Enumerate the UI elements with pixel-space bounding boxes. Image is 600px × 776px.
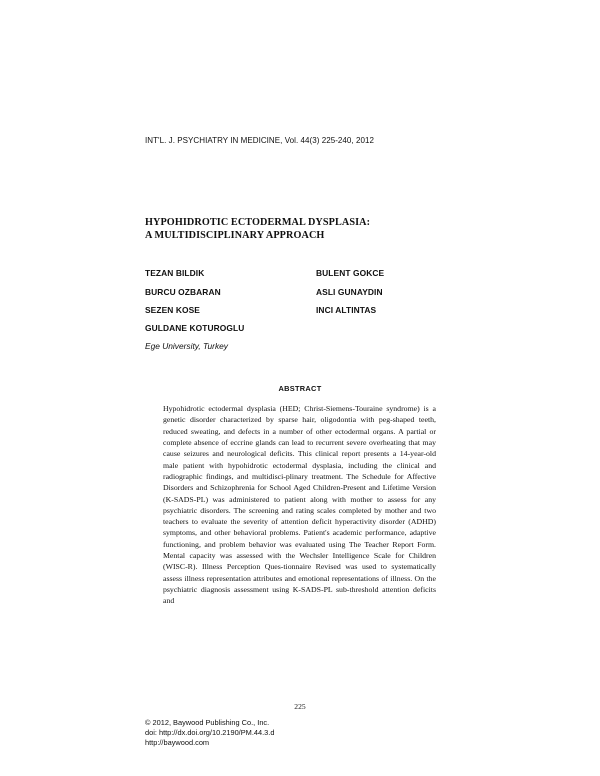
author-name: BURCU OZBARAN bbox=[145, 287, 221, 297]
author-name: SEZEN KOSE bbox=[145, 305, 200, 315]
abstract-text: Hypohidrotic ectodermal dysplasia (HED; Christ-Siemens-Touraine syndrome) is a genetic disorder characterized by sparse hair, oligodontia with peg-shaped teeth, reduced sweating, and defects in a number of other ectodermal organs. A partial or complete absence of eccrine glands can lead to recurrent severe overheating that may cause seizures and neurological deficits. This clinical report presents a 14-year-old male patient with hypohidrotic ectodermal dysplasia, including the clinical and radiographic findings, and multidisci-plinary treatment. The Schedule for Affective Disorders and Schizophrenia for School Aged Children-Present and Lifetime Version (K-SADS-PL) was administered to patient along with mother to assess for any psychiatric disorders. The screening and rating scales completed by mother and two teachers to evaluate the severity of attention deficit hyperactivity disorder (ADHD) symptoms, and other behavioral problems. Patient's academic performance, adaptive functioning, and problem behavior was evaluated using The Teacher Report Form. Mental capacity was assessed with the Wechsler Intelligence Scale for Children (WISC-R). Illness Perception Ques-tionnaire Revised was used to systematically assess illness representation attributes and emotional representations of illness. On the psychiatric diagnosis assessment using K-SADS-PL sub-threshold attention deficits and bbox=[163, 404, 436, 606]
author-name: BULENT GOKCE bbox=[316, 268, 385, 278]
author-name: INCI ALTINTAS bbox=[316, 305, 377, 315]
article-title bbox=[145, 217, 370, 242]
title-line-2: A MULTIDISCIPLINARY APPROACH bbox=[145, 229, 325, 241]
publisher-footer bbox=[145, 718, 274, 748]
author-name: ASLI GUNAYDIN bbox=[316, 287, 383, 297]
publisher-url-link[interactable]: http://baywood.com bbox=[145, 737, 210, 747]
title-line-1: HYPOHIDROTIC ECTODERMAL DYSPLASIA: bbox=[145, 217, 371, 228]
author-name: TEZAN BILDIK bbox=[145, 268, 205, 278]
copyright-line: © 2012, Baywood Publishing Co., Inc. bbox=[145, 718, 270, 727]
page-number: 225 bbox=[294, 702, 306, 711]
journal-citation: INT'L. J. PSYCHIATRY IN MEDICINE, Vol. 44(3) 225-240, 2012 bbox=[145, 136, 374, 145]
doi-link[interactable]: doi: http://dx.doi.org/10.2190/PM.44.3.d bbox=[145, 727, 275, 737]
author-name: GULDANE KOTUROGLU bbox=[145, 323, 245, 333]
author-affiliation: Ege University, Turkey bbox=[145, 341, 228, 351]
abstract-heading: ABSTRACT bbox=[278, 384, 322, 393]
